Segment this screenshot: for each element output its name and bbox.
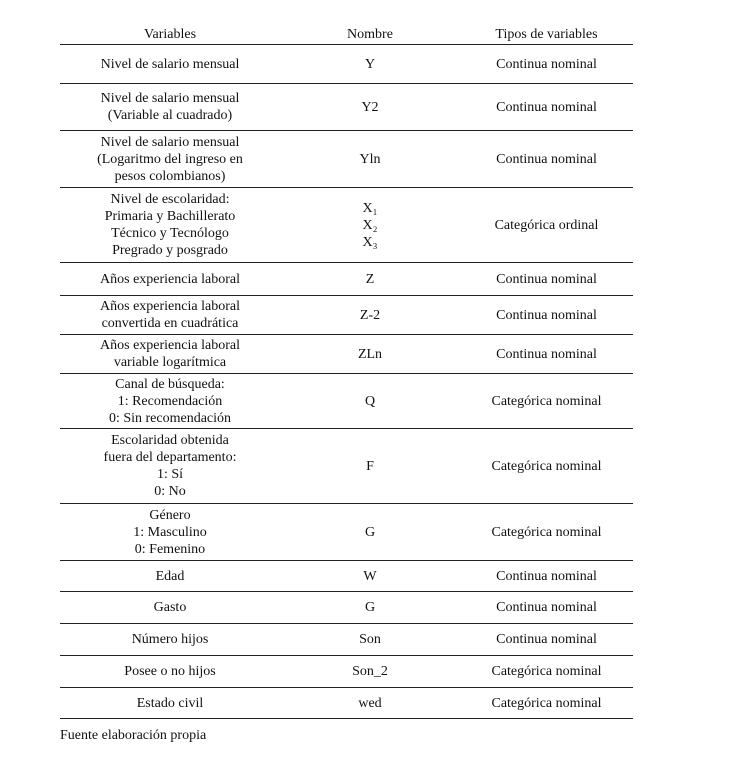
nombre-cell: Yln <box>359 151 381 167</box>
variable-cell: Gasto <box>153 600 187 615</box>
tipo-cell: Categórica ordinal <box>494 217 599 233</box>
nombre-cell <box>295 188 445 262</box>
variable-cell: Años experiencia laboral variable logarítmica <box>100 338 240 370</box>
nombre-cell: Son_2 <box>352 664 388 679</box>
table-row <box>60 131 633 188</box>
table-row <box>60 624 633 656</box>
variable-cell: Escolaridad obtenida fuera del departamento: 1: Sí 0: No <box>103 433 237 499</box>
nombre-cell: Y <box>364 56 376 72</box>
nombre-cell: Z <box>365 271 375 287</box>
tipo-cell: Continua nominal <box>496 271 597 287</box>
nombre-x1: X₁ <box>362 200 378 216</box>
table-row <box>60 188 633 263</box>
nombre-cell: ZLn <box>357 346 383 362</box>
variable-cell: Nivel de salario mensual (Variable al cuadrado) <box>100 91 240 123</box>
nombre-cell: F <box>366 458 374 474</box>
variable-cell: Posee o no hijos <box>124 664 216 679</box>
variable-cell: Edad <box>155 568 185 584</box>
tipo-cell: Continua nominal <box>496 99 597 115</box>
table-header <box>60 22 633 45</box>
header-variables: Variables <box>143 27 197 42</box>
table-row <box>60 374 633 429</box>
table-row <box>60 45 633 84</box>
nombre-cell: Z-2 <box>359 307 381 323</box>
table-row <box>60 561 633 592</box>
table-row <box>60 84 633 131</box>
table-row <box>60 688 633 719</box>
variable-cell: Nivel de escolaridad: Primaria y Bachillerato Técnico y Tecnólogo Pregrado y posgrado <box>104 192 236 258</box>
table-row <box>60 504 633 561</box>
tipo-cell: Categórica nominal <box>491 458 602 474</box>
tipo-cell: Continua nominal <box>496 568 597 584</box>
tipo-cell: Categórica nominal <box>491 695 602 711</box>
header-tipos: Tipos de variables <box>495 27 598 42</box>
nombre-cell: G <box>364 600 376 615</box>
table-row <box>60 429 633 504</box>
variables-table <box>60 22 633 719</box>
table-row <box>60 296 633 335</box>
variable-cell: Nivel de salario mensual <box>100 56 240 72</box>
variable-cell: Años experiencia laboral <box>100 271 240 287</box>
table-row <box>60 656 633 688</box>
tipo-cell: Continua nominal <box>496 56 597 72</box>
nombre-x2: X₂ <box>362 217 378 233</box>
tipo-cell: Categórica nominal <box>491 524 602 540</box>
table-row <box>60 592 633 624</box>
tipo-cell: Categórica nominal <box>491 664 602 679</box>
tipo-cell: Continua nominal <box>496 151 597 167</box>
table-row <box>60 263 633 296</box>
nombre-cell: Son <box>359 632 381 647</box>
nombre-cell: wed <box>358 695 382 711</box>
tipo-cell: Continua nominal <box>496 632 597 647</box>
variable-cell: Estado civil <box>136 695 204 711</box>
nombre-cell: W <box>363 568 377 584</box>
nombre-cell: Q <box>364 393 376 409</box>
nombre-cell: Y2 <box>361 99 379 115</box>
header-nombre: Nombre <box>347 27 393 42</box>
tipo-cell: Continua nominal <box>496 600 597 615</box>
nombre-x3: X₃ <box>362 234 378 250</box>
variable-cell: Años experiencia laboral convertida en cuadrática <box>100 299 240 331</box>
source-note: Fuente elaboración propia <box>60 728 207 743</box>
variable-cell: Género 1: Masculino 0: Femenino <box>133 507 207 557</box>
nombre-cell: G <box>364 524 376 540</box>
tipo-cell: Categórica nominal <box>491 393 602 409</box>
table-row <box>60 335 633 374</box>
variable-cell: Número hijos <box>131 632 209 647</box>
tipo-cell: Continua nominal <box>496 346 597 362</box>
tipo-cell: Continua nominal <box>496 307 597 323</box>
variable-cell: Canal de búsqueda: 1: Recomendación 0: Sin recomendación <box>108 376 232 426</box>
variable-cell: Nivel de salario mensual (Logaritmo del ingreso en pesos colombianos) <box>97 134 243 184</box>
